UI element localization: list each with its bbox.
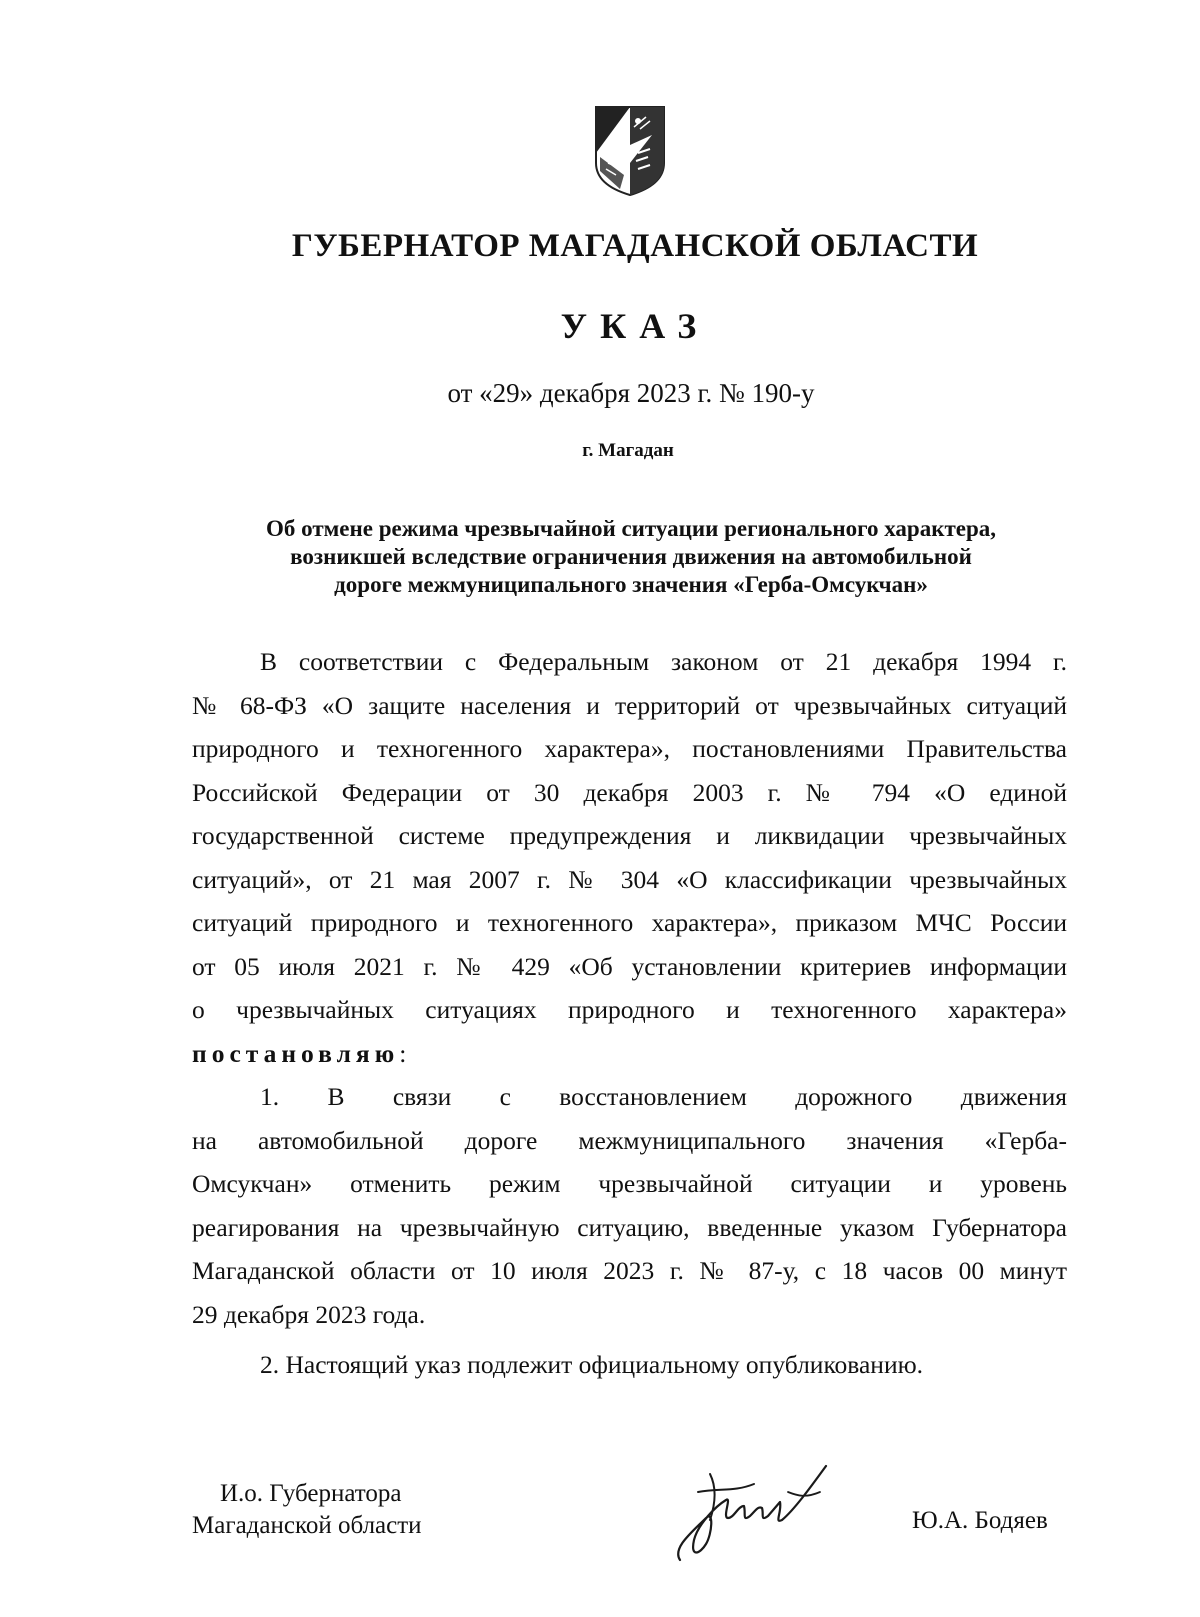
document-title <box>0 515 1200 599</box>
document-city: г. Магадан <box>582 440 674 461</box>
point-1-paragraph <box>192 1075 1067 1336</box>
handwritten-signature <box>670 1462 840 1567</box>
preamble-line: ситуаций природного и техногенного характера», приказом МЧС России <box>192 908 1067 937</box>
issuing-authority: ГУБЕРНАТОР МАГАДАНСКОЙ ОБЛАСТИ <box>291 228 979 264</box>
title-line: дороге межмуниципального значения «Герба-Омсукчан» <box>334 572 928 597</box>
preamble-line: от 05 июля 2021 г. № 429 «Об установлении критериев информации <box>192 951 1067 981</box>
point-1-line: на автомобильной дороге межмуниципального значения «Герба- <box>192 1125 1067 1155</box>
point-1-line: реагирования на чрезвычайную ситуацию, введенные указом Губернатора <box>192 1212 1067 1242</box>
document-date-number: от «29» декабря 2023 г. № 190-у <box>447 378 815 408</box>
decree-line <box>192 1032 1067 1076</box>
point-1-line: Омсукчан» отменить режим чрезвычайной ситуации и уровень <box>192 1169 1067 1198</box>
signatory-name: Ю.А. Бодяев <box>912 1507 1048 1534</box>
preamble-paragraph <box>192 640 1067 1075</box>
preamble-line: о чрезвычайных ситуациях природного и техногенного характера» <box>192 995 1067 1024</box>
signatory-title-line: И.о. Губернатора <box>220 1480 402 1507</box>
document-type: УКАЗ <box>560 306 710 346</box>
decree-word: постановляю <box>192 1038 400 1068</box>
preamble-line: В соответствии с Федеральным законом от 21 декабря 1994 г. <box>260 647 1067 676</box>
point-1-line: 29 декабря 2023 года. <box>192 1299 426 1329</box>
preamble-line: Российской Федерации от 30 декабря 2003 г. № 794 «О единой <box>192 777 1067 807</box>
preamble-line: государственной системе предупреждения и ликвидации чрезвычайных <box>192 821 1067 850</box>
decree-colon: : <box>399 1038 407 1068</box>
point-1-line: 1. В связи с восстановлением дорожного движения <box>260 1082 1067 1111</box>
preamble-line: природного и техногенного характера», постановлениями Правительства <box>192 734 1067 763</box>
signatory-title-line: Магаданской области <box>192 1512 422 1539</box>
title-line: Об отмене режима чрезвычайной ситуации регионального характера, <box>265 516 996 541</box>
preamble-line: ситуаций», от 21 мая 2007 г. № 304 «О классификации чрезвычайных <box>192 864 1067 894</box>
signatory-title <box>192 1478 422 1542</box>
point-1-line: Магаданской области от 10 июля 2023 г. № 87-у, с 18 часов 00 минут <box>192 1256 1067 1285</box>
document-body <box>192 640 1067 1387</box>
title-line: возникшей вследствие ограничения движения на автомобильной <box>290 544 972 569</box>
point-2-paragraph: 2. Настоящий указ подлежит официальному опубликованию. <box>260 1350 924 1379</box>
preamble-line: № 68-ФЗ «О защите населения и территорий от чрезвычайных ситуаций <box>192 690 1067 720</box>
coat-of-arms-emblem <box>590 105 670 197</box>
